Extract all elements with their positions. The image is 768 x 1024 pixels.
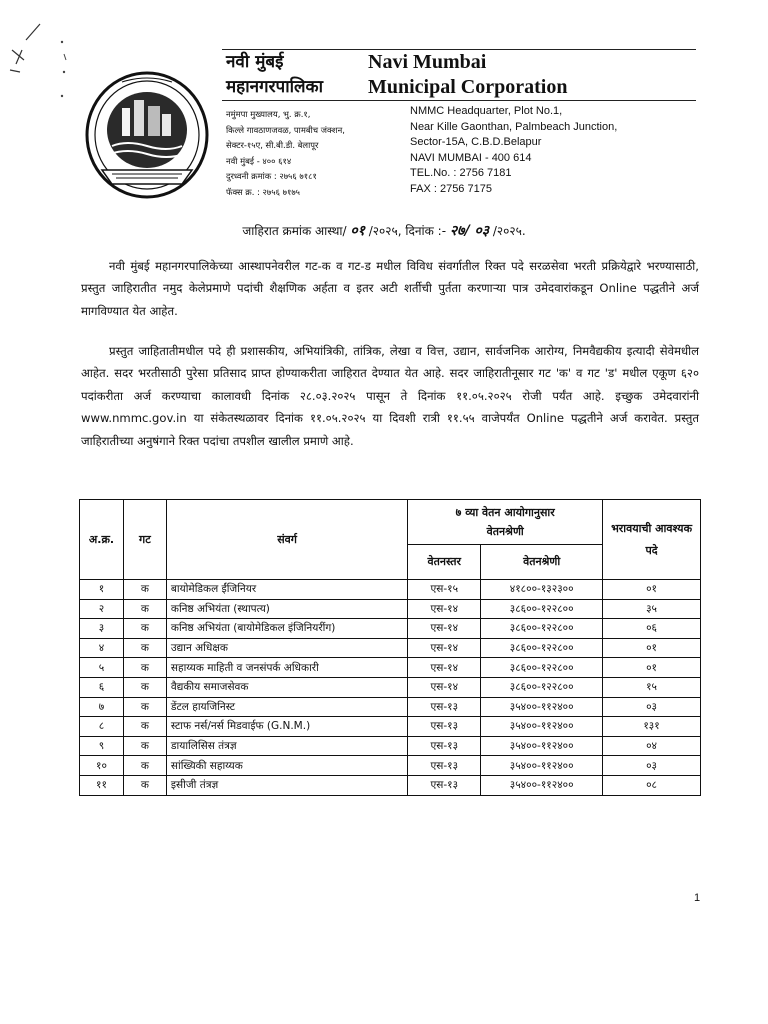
advertisement-date-handwritten: २७/ ०३ [449,223,489,239]
header-cadre: संवर्ग [166,500,407,580]
cell-sr: ७ [80,697,124,717]
org-name-english-line1: Navi Mumbai [368,51,487,73]
cell-pay-level: एस-१३ [408,775,481,795]
table-row [80,775,701,795]
cell-group: क [123,658,166,678]
cell-sr: ६ [80,677,124,697]
cell-cadre: कनिष्ठ अभियंता (स्थापत्य) [166,599,407,619]
cell-posts: ०१ [603,580,701,600]
cell-pay-scale: ३८६००-१२२८०० [481,638,603,658]
table-row [80,638,701,658]
cell-pay-level: एस-१४ [408,599,481,619]
cell-pay-level: एस-१४ [408,638,481,658]
cell-sr: ४ [80,638,124,658]
org-name-english [368,50,567,100]
cell-posts: ०४ [603,736,701,756]
cell-pay-scale: ३५४००-११२४०० [481,736,603,756]
cell-pay-scale: ३५४००-११२४०० [481,697,603,717]
cell-pay-level: एस-१३ [408,756,481,776]
cell-posts: ०३ [603,697,701,717]
cell-cadre: डायालिसिस तंत्रज्ञ [166,736,407,756]
header-pay-level: वेतनस्तर [408,545,481,580]
cell-pay-level: एस-१५ [408,580,481,600]
cell-posts: १३१ [603,717,701,737]
table-row [80,736,701,756]
org-name-marathi [226,50,323,100]
address-marathi-line: फॅक्स क्र. : २७५६ ७१७५ [226,186,301,197]
address-english [410,104,617,198]
cell-cadre: स्टाफ नर्स/नर्स मिडवाईफ (G.N.M.) [166,717,407,737]
cell-pay-level: एस-१४ [408,677,481,697]
cell-pay-scale: ३८६००-१२२८०० [481,599,603,619]
cell-cadre: उद्यान अधिक्षक [166,638,407,658]
cell-pay-level: एस-१३ [408,697,481,717]
vacancy-table [79,499,701,796]
cell-pay-level: एस-१३ [408,736,481,756]
cell-group: क [123,697,166,717]
cell-posts: ३५ [603,599,701,619]
cell-pay-level: एस-१३ [408,717,481,737]
cell-cadre: सांख्यिकी सहाय्यक [166,756,407,776]
advertisement-number-line [0,221,768,240]
cell-cadre: बायोमेडिकल ईंजिनियर [166,580,407,600]
address-english-line: Near Kille Gaonthan, Palmbeach Junction, [410,120,618,133]
address-marathi-line: दुरध्वनी क्रमांक : २७५६ ७१८१ [226,171,317,182]
org-name-marathi-line1: नवी मुंबई [226,52,284,72]
address-marathi [226,107,345,201]
cell-sr: ५ [80,658,124,678]
org-name-english-line2: Municipal Corporation [368,76,568,98]
cell-sr: ९ [80,736,124,756]
header-pay-scale: वेतनश्रेणी [481,545,603,580]
cell-posts: १५ [603,677,701,697]
cell-pay-scale: ३५४००-११२४०० [481,717,603,737]
header-posts: भरावयाची आवश्यक पदे [603,500,701,580]
cell-pay-scale: ३५४००-११२४०० [481,775,603,795]
header-sr: अ.क्र. [80,500,124,580]
address-english-line: FAX : 2756 7175 [410,182,492,195]
cell-pay-scale: ३८६००-१२२८०० [481,658,603,678]
cell-sr: १० [80,756,124,776]
margin-scribble-marks [6,20,76,110]
advertisement-number: ०१ [350,223,365,239]
advertisement-year: /२०२५, दिनांक :- [368,224,447,238]
cell-group: क [123,775,166,795]
cell-sr: ३ [80,619,124,639]
cell-group: क [123,677,166,697]
cell-group: क [123,717,166,737]
cell-cadre: डेंटल हायजिनिस्ट [166,697,407,717]
cell-pay-scale: ४१८००-१३२३०० [481,580,603,600]
address-english-line: TEL.No. : 2756 7181 [410,167,512,180]
table-row [80,619,701,639]
cell-sr: ११ [80,775,124,795]
address-marathi-line: नमुंमपा मुख्यालय, भु. क्र.१, [226,109,311,119]
cell-posts: ०१ [603,658,701,678]
header-mid-rule [222,100,696,101]
cell-pay-level: एस-१४ [408,619,481,639]
table-row [80,697,701,717]
nmmc-emblem-icon [82,70,212,200]
table-row [80,677,701,697]
cell-cadre: कनिष्ठ अभियंता (बायोमेडिकल इंजिनियरींग) [166,619,407,639]
cell-group: क [123,638,166,658]
cell-posts: ०३ [603,756,701,776]
cell-sr: २ [80,599,124,619]
details-paragraph: प्रस्तुत जाहितातीमधील पदे ही प्रशासकीय, अभियांत्रिकी, तांत्रिक, लेखा व वित्त, उद्यान, सार्वजनिक आरोग्य, निमवैद्यकीय इत्यादी सेवेमधील आहेत. सदर भरतीसाठी पुरेसा प्रतिसाद प्राप्त होण्याकरीता जाहिरात देण्यात येत आहे. सदर जाहिरातीनूसार गट 'क' व गट 'ड' मधील एकूण ६२० पदांकरीता अर्ज करण्याचा कालावधी दिनांक २८.०३.२०२५ पासून ते दिनांक ११.०५.२०२५ रोजी पर्यंत आहे. इच्छुक उमेदवारांनी www.nmmc.gov.in या संकेतस्थळावर दिनांक ११.०५.२०२५ या दिवशी रात्री ११.५५ वाजेपर्यंत Online पद्धतीने अर्ज करावेत. प्रस्तुत जाहिरातीच्या अनुषंगाने रिक्त पदांचा तपशील खालील प्रमाणे आहे. [81,344,699,448]
address-english-line: Sector-15A, C.B.D.Belapur [410,136,542,149]
cell-group: क [123,599,166,619]
advertisement-prefix: जाहिरात क्रमांक आस्था/ [242,224,347,238]
address-marathi-line: सेक्टर-१५ए, सी.बी.डी. बेलापूर [226,140,319,151]
cell-posts: ०१ [603,638,701,658]
address-marathi-line: किल्ले गावठाणजवळ, पामबीच जंक्शन, [226,124,345,135]
header-top-rule [222,49,696,50]
cell-cadre: वैद्यकीय समाजसेवक [166,677,407,697]
cell-pay-scale: ३५४००-११२४०० [481,756,603,776]
org-name-marathi-line2: महानगरपालिका [226,77,324,97]
cell-pay-scale: ३८६००-१२२८०० [481,677,603,697]
cell-group: क [123,756,166,776]
cell-posts: ०६ [603,619,701,639]
table-row [80,756,701,776]
cell-sr: ८ [80,717,124,737]
cell-cadre: इसीजी तंत्रज्ञ [166,775,407,795]
page-number: 1 [694,892,701,904]
address-marathi-line: नवी मुंबई - ४०० ६१४ [226,155,292,166]
table-row [80,717,701,737]
table-row [80,599,701,619]
cell-pay-scale: ३८६००-१२२८०० [481,619,603,639]
header-group: गट [123,500,166,580]
table-row [80,580,701,600]
cell-group: क [123,580,166,600]
cell-pay-level: एस-१४ [408,658,481,678]
cell-sr: १ [80,580,124,600]
cell-group: क [123,619,166,639]
header-pay-commission: ७ व्या वेतन आयोगानुसार वेतनश्रेणी [408,500,603,545]
address-english-line: NMMC Headquarter, Plot No.1, [410,105,563,117]
table-row [80,658,701,678]
intro-paragraph: नवी मुंबई महानगरपालिकेच्या आस्थापनेवरील गट-क व गट-ड मधील विविध संवर्गातील रिक्त पदे सरळसेवा भरती प्रक्रियेद्वारे भरण्यासाठी, प्रस्तुत जाहिरातीत नमुद केलेप्रमाणे पदांची शैक्षणिक अर्हता व इतर अटी शर्तीची पुर्तता करणाऱ्या पात्र उमेदवारांकडून Online पद्धतीने अर्ज मागविण्यात येत आहेत. [81,259,699,318]
cell-posts: ०८ [603,775,701,795]
address-english-line: NAVI MUMBAI - 400 614 [410,151,532,164]
advertisement-date-suffix: /२०२५. [492,224,526,238]
cell-cadre: सहाय्यक माहिती व जनसंपर्क अधिकारी [166,658,407,678]
cell-group: क [123,736,166,756]
